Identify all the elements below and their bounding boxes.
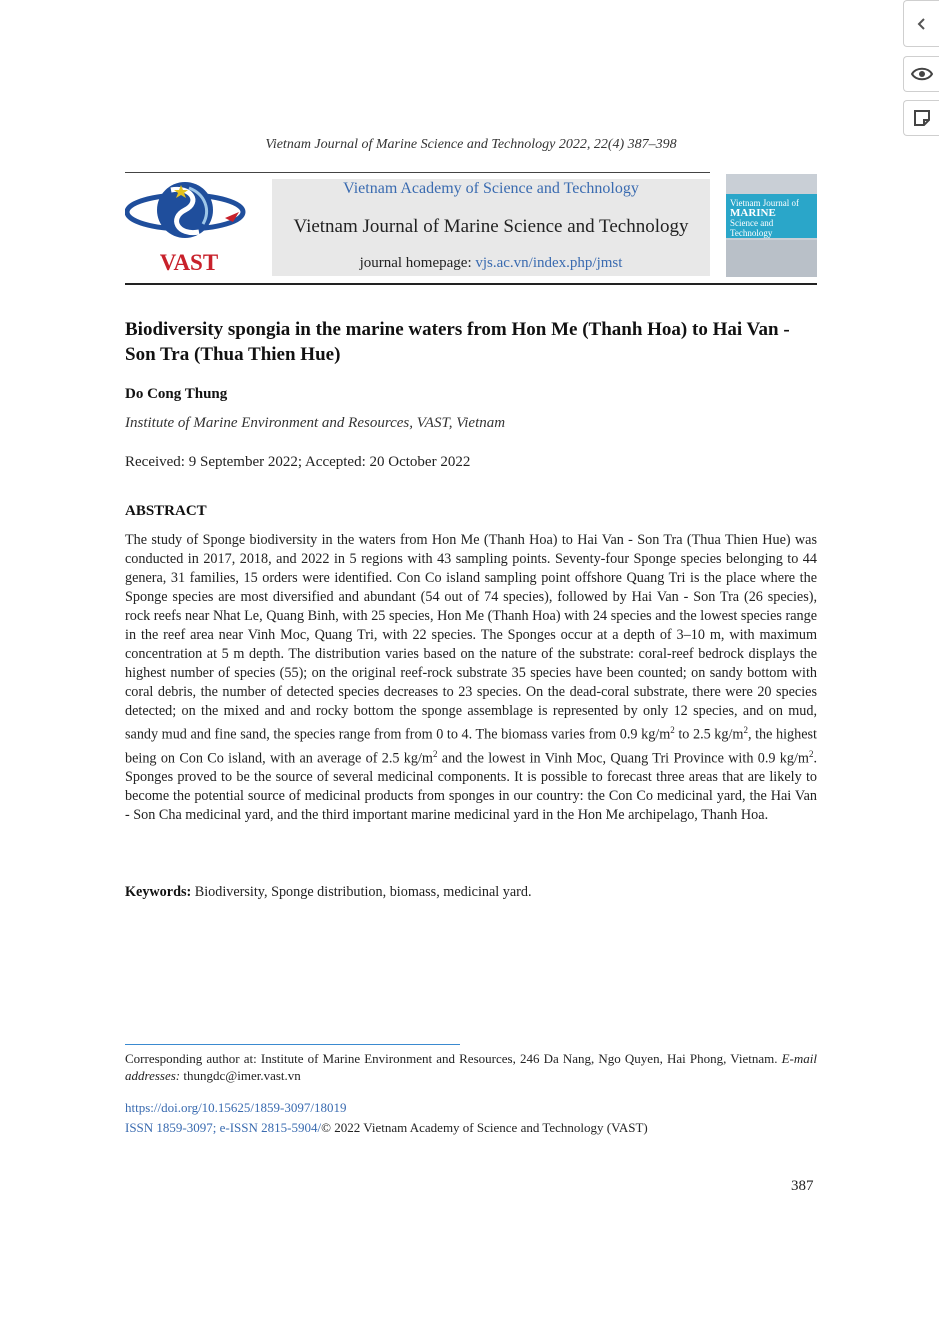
sticky-note-icon (913, 109, 931, 127)
keywords-list: Biodiversity, Sponge distribution, biomass, medicinal yard. (191, 884, 532, 900)
author-affiliation: Institute of Marine Environment and Resources, VAST, Vietnam (125, 415, 506, 431)
homepage-link[interactable]: vjs.ac.vn/index.php/jmst (475, 255, 623, 271)
header-rule (125, 172, 710, 173)
author-email[interactable]: thungdc@imer.vast.vn (180, 1068, 301, 1083)
abstract-text: The study of Sponge biodiversity in the waters from Hon Me (Thanh Hoa) to Hai Van - Son Tra (Thua Thien Hue) was conducted in 2017, 2018, and 2022 in 5 regions with 43 sampling points. Seventy-four Sponge species belonging to 44 genera, 31 families, 15 orders were identified. Con Co island sampling point offshore Quang Tri is the place where the Sponge species are most diversified and abundant (54 out of 74 species), followed by Hai Van - Son Tra (26 species), rock reefs near Nhat Le, Quang Binh, with 25 species, Hon Me (Thanh Hoa) with 24 species and the lowest species range in the reef area near Vinh Moc, Quang Tri, with 22 species. The Sponges occur at a depth of 3–10 m, with maximum concentration at 5 m depth. The distribution varies based on the nature of the substrate: coral-reef bedrock displays the highest number of species (55); on the original reef-rock substrate 35 species have been counted; on sandy bottom with coral debris, the number of detected species decreases to 23 species. On the dead-coral substrate, there were 20 species detected; on the mixed and and rocky bottom the sponge assemblage is represented by only 12 species, and on mud, sandy mud and fine sand, the species range from from 0 to 4. The biomass varies from 0.9 $kg/m^2$ to 2.5 $kg/m^2$, the highest being on Con Co island, with an average of 2.5 $kg/m^2$ and the lowest in Vinh Moc, Quang Tri Province with 0.9 $kg/m^2$. Sponges proved to be the source of several medicinal components. It is possible to forecast three areas that are likely to become the potential source of medicinal products from sponges in our country: the Con Co medicinal yard, the Hai Van - Son Cha medicinal yard, and the third important marine medicinal yard in the Hon Me archipelago, Thanh Hoa. (125, 532, 817, 824)
vast-logo-text: VAST (159, 250, 219, 275)
page-number: 387 (791, 1178, 814, 1194)
vast-emblem-icon (125, 176, 253, 252)
issn-line: ISSN 1859-3097; e-ISSN 2815-5904/© 2022 Vietnam Academy of Science and Technology (VAST) (125, 1120, 648, 1135)
homepage-label: journal homepage: (359, 255, 476, 271)
received-dates: Received: 9 September 2022; Accepted: 20 October 2022 (125, 454, 471, 470)
eye-icon (911, 66, 933, 82)
journal-banner (272, 179, 710, 276)
note-button[interactable] (903, 100, 939, 136)
collapse-panel-button[interactable] (903, 0, 939, 47)
view-button[interactable] (903, 56, 939, 92)
doi-link[interactable]: https://doi.org/10.15625/1859-3097/18019 (125, 1100, 347, 1115)
header-divider (125, 283, 817, 285)
keywords (125, 884, 532, 901)
corresponding-author-note: Corresponding author at: Institute of Marine Environment and Resources, 246 Da Nang, Ngo Quyen, Hai Phong, Vietnam. E-mail addresses: thungdc@imer.vast.vn (125, 1051, 817, 1083)
abstract-heading: ABSTRACT (125, 503, 207, 519)
journal-homepage (272, 255, 710, 272)
article-title: Biodiversity spongia in the marine waters from Hon Me (Thanh Hoa) to Hai Van - Son Tra (Thua Thien Hue) (125, 319, 790, 365)
footnote-rule (125, 1044, 460, 1045)
vast-logo (125, 176, 253, 280)
journal-name: Vietnam Journal of Marine Science and Technology (293, 216, 689, 237)
running-header: Vietnam Journal of Marine Science and Technology 2022, 22(4) 387–398 (265, 137, 677, 152)
keywords-label: Keywords: (125, 884, 192, 900)
chevron-left-icon (915, 17, 929, 31)
cover-title: Vietnam Journal of MARINE Science and Technology (730, 198, 799, 238)
author-name: Do Cong Thung (125, 386, 228, 402)
academy-name: Vietnam Academy of Science and Technology (343, 180, 639, 197)
journal-cover-thumbnail (726, 174, 817, 277)
